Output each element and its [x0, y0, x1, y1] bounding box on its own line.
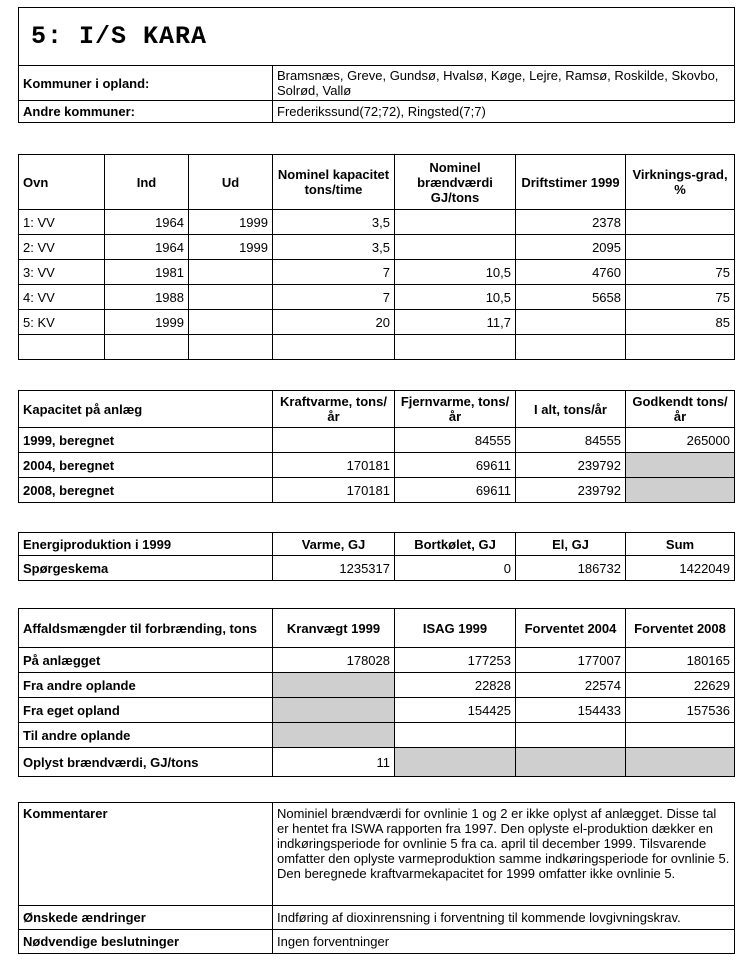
table-cell: 157536	[626, 698, 735, 723]
kommentarer-label: Kommentarer	[19, 803, 273, 906]
noedvendige-beslutninger-value: Ingen forventninger	[273, 930, 735, 954]
table-cell: 239792	[516, 478, 626, 503]
table-cell: 69611	[395, 453, 516, 478]
ovne-header-cell: Nominel kapacitet tons/time	[273, 155, 395, 210]
energi-header-cell: Bortkølet, GJ	[395, 533, 516, 556]
energi-header-cell: El, GJ	[516, 533, 626, 556]
table-row	[19, 478, 735, 503]
ovne-header-cell: Virknings-grad, %	[626, 155, 735, 210]
table-cell-shaded	[273, 698, 395, 723]
table-cell: 1422049	[626, 556, 735, 581]
table-cell: Fra andre oplande	[19, 673, 273, 698]
table-cell	[105, 335, 189, 360]
andre-kommuner-value: Frederikssund(72;72), Ringsted(7;7)	[273, 101, 735, 123]
table-cell: 5658	[516, 285, 626, 310]
table-row	[19, 930, 735, 954]
table-cell: Oplyst brændværdi, GJ/tons	[19, 748, 273, 777]
table-cell: 1: VV	[19, 210, 105, 235]
ovne-table	[18, 154, 735, 360]
table-cell	[626, 210, 735, 235]
table-cell: 75	[626, 285, 735, 310]
table-cell-shaded	[516, 748, 626, 777]
kapacitet-header-cell: Kraftvarme, tons/år	[273, 391, 395, 428]
table-cell: 2004, beregnet	[19, 453, 273, 478]
table-cell: 10,5	[395, 260, 516, 285]
kapacitet-table	[18, 390, 735, 503]
table-cell-shaded	[273, 673, 395, 698]
table-cell: 1235317	[273, 556, 395, 581]
affald-header-cell: Forventet 2008	[626, 609, 735, 648]
energi-header-cell: Varme, GJ	[273, 533, 395, 556]
ovne-header-cell: Ovn	[19, 155, 105, 210]
table-cell: 4760	[516, 260, 626, 285]
table-cell: 1999	[189, 235, 273, 260]
table-row	[19, 723, 735, 748]
table-cell	[189, 260, 273, 285]
kommuner-label: Kommuner i opland:	[19, 66, 273, 101]
table-row	[19, 698, 735, 723]
kommentarer-value: Nominiel brændværdi for ovnlinie 1 og 2 er ikke oplyst af anlægget. Disse tal er hentet fra ISWA rapporten fra 1997. Den oplyste el-produktion dækker en indkøringsperiode for ovnlinie 5 fra ca. april til december 1999. Tilsvarende omfatter den oplyste varmeproduktion samme indkøringsperiode for ovnlinie 5. Den beregnede kraftvarmekapacitet for 1999 omfatter ikke ovnlinie 5.	[273, 803, 735, 906]
table-row	[19, 260, 735, 285]
table-cell	[395, 335, 516, 360]
table-cell: 239792	[516, 453, 626, 478]
affald-header-cell: Forventet 2004	[516, 609, 626, 648]
oenskede-aendringer-value: Indføring af dioxinrensning i forventning til kommende lovgivningskrav.	[273, 906, 735, 930]
header-table	[18, 7, 735, 123]
table-cell	[273, 428, 395, 453]
ovne-header-row	[19, 155, 735, 210]
table-cell-shaded	[626, 748, 735, 777]
table-cell	[273, 335, 395, 360]
table-cell	[516, 335, 626, 360]
table-cell: 178028	[273, 648, 395, 673]
table-cell-shaded	[626, 478, 735, 503]
table-row	[19, 285, 735, 310]
affald-table	[18, 608, 735, 777]
table-cell	[395, 235, 516, 260]
table-row	[19, 803, 735, 906]
affald-header-cell: Affaldsmængder til forbrænding, tons	[19, 609, 273, 648]
table-cell: 180165	[626, 648, 735, 673]
table-cell: 1964	[105, 210, 189, 235]
table-row	[19, 556, 735, 581]
table-cell: 170181	[273, 478, 395, 503]
table-cell: 2008, beregnet	[19, 478, 273, 503]
table-cell: 1964	[105, 235, 189, 260]
table-cell-shaded	[273, 723, 395, 748]
table-cell: 85	[626, 310, 735, 335]
table-cell	[626, 235, 735, 260]
table-cell: 84555	[516, 428, 626, 453]
table-cell: På anlægget	[19, 648, 273, 673]
affald-header-cell: Kranvægt 1999	[273, 609, 395, 648]
table-cell: 75	[626, 260, 735, 285]
kapacitet-header-cell: I alt, tons/år	[516, 391, 626, 428]
table-row	[19, 335, 735, 360]
table-cell: 10,5	[395, 285, 516, 310]
table-cell: 5: KV	[19, 310, 105, 335]
oenskede-aendringer-label: Ønskede ændringer	[19, 906, 273, 930]
table-cell: 1988	[105, 285, 189, 310]
table-cell: 2378	[516, 210, 626, 235]
table-cell: 265000	[626, 428, 735, 453]
table-cell: 3,5	[273, 235, 395, 260]
table-cell: 4: VV	[19, 285, 105, 310]
table-cell: 154433	[516, 698, 626, 723]
table-cell: 1999	[105, 310, 189, 335]
table-row	[19, 648, 735, 673]
table-cell: 69611	[395, 478, 516, 503]
affald-header-cell: ISAG 1999	[395, 609, 516, 648]
table-cell	[395, 210, 516, 235]
kapacitet-header-row	[19, 391, 735, 428]
table-cell	[395, 723, 516, 748]
table-cell: 0	[395, 556, 516, 581]
table-cell	[189, 285, 273, 310]
noedvendige-beslutninger-label: Nødvendige beslutninger	[19, 930, 273, 954]
table-cell: 186732	[516, 556, 626, 581]
table-cell: 84555	[395, 428, 516, 453]
table-cell: 1999	[189, 210, 273, 235]
table-cell	[626, 335, 735, 360]
table-cell	[189, 310, 273, 335]
table-row	[19, 906, 735, 930]
kommuner-value: Bramsnæs, Greve, Gundsø, Hvalsø, Køge, Lejre, Ramsø, Roskilde, Skovbo, Solrød, Vallø	[273, 66, 735, 101]
table-cell: 3: VV	[19, 260, 105, 285]
table-cell: 1999, beregnet	[19, 428, 273, 453]
table-row	[19, 453, 735, 478]
table-cell: 11,7	[395, 310, 516, 335]
table-row	[19, 235, 735, 260]
table-cell: 22828	[395, 673, 516, 698]
table-cell	[189, 335, 273, 360]
table-cell: 7	[273, 285, 395, 310]
table-row	[19, 210, 735, 235]
table-cell: 177007	[516, 648, 626, 673]
table-cell: 170181	[273, 453, 395, 478]
ovne-header-cell: Ind	[105, 155, 189, 210]
affald-header-row	[19, 609, 735, 648]
table-cell: Til andre oplande	[19, 723, 273, 748]
table-cell: Fra eget opland	[19, 698, 273, 723]
andre-kommuner-label: Andre kommuner:	[19, 101, 273, 123]
table-cell: 154425	[395, 698, 516, 723]
kapacitet-header-cell: Godkendt tons/år	[626, 391, 735, 428]
table-cell: 20	[273, 310, 395, 335]
page-title: 5: I/S KARA	[19, 8, 735, 66]
table-cell: Spørgeskema	[19, 556, 273, 581]
energi-header-row	[19, 533, 735, 556]
kapacitet-header-cell: Fjernvarme, tons/år	[395, 391, 516, 428]
kommentarer-table	[18, 802, 735, 954]
energi-header-cell: Energiproduktion i 1999	[19, 533, 273, 556]
energi-table	[18, 532, 735, 581]
table-cell-shaded	[395, 748, 516, 777]
table-cell	[516, 310, 626, 335]
table-cell: 22574	[516, 673, 626, 698]
kapacitet-header-cell: Kapacitet på anlæg	[19, 391, 273, 428]
energi-header-cell: Sum	[626, 533, 735, 556]
table-row	[19, 748, 735, 777]
table-cell: 2: VV	[19, 235, 105, 260]
table-cell	[19, 335, 105, 360]
table-cell-shaded	[626, 453, 735, 478]
table-cell: 11	[273, 748, 395, 777]
table-row	[19, 428, 735, 453]
ovne-header-cell: Nominel brændværdi GJ/tons	[395, 155, 516, 210]
ovne-header-cell: Driftstimer 1999	[516, 155, 626, 210]
table-cell: 1981	[105, 260, 189, 285]
table-cell: 22629	[626, 673, 735, 698]
ovne-header-cell: Ud	[189, 155, 273, 210]
table-cell: 2095	[516, 235, 626, 260]
table-row	[19, 310, 735, 335]
table-row	[19, 673, 735, 698]
table-cell: 7	[273, 260, 395, 285]
table-cell: 177253	[395, 648, 516, 673]
table-cell	[626, 723, 735, 748]
table-cell	[516, 723, 626, 748]
table-cell: 3,5	[273, 210, 395, 235]
